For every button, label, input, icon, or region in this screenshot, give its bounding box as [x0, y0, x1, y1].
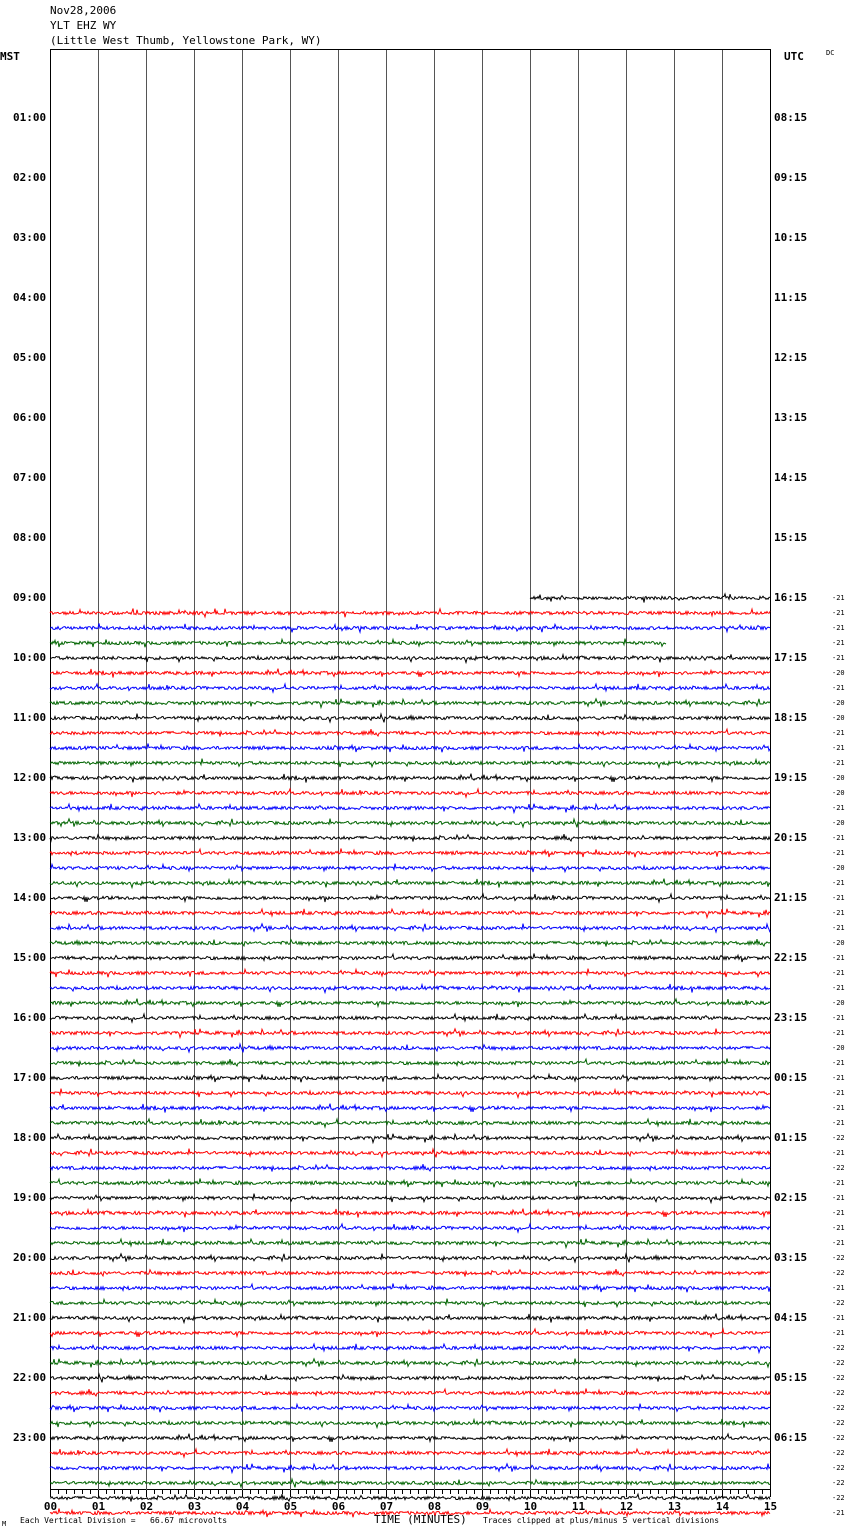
seismic-trace: [50, 1314, 770, 1323]
seismic-trace: [50, 1089, 770, 1098]
seismic-trace: [50, 1479, 770, 1487]
seismic-trace: [50, 849, 770, 858]
trace-value-label: -21: [832, 1119, 845, 1127]
trace-group: [50, 594, 770, 1517]
seismic-trace: [50, 1494, 770, 1501]
seismic-trace: [50, 1164, 770, 1171]
x-axis: [44, 1490, 777, 1513]
trace-value-label: -20: [832, 864, 845, 872]
hour-label-utc: 05:15: [774, 1371, 808, 1384]
clip-text: Traces clipped at plus/minus 5 vertical divisions: [483, 1516, 720, 1525]
hour-label-utc: 18:15: [774, 711, 808, 724]
seismic-trace: [50, 1029, 770, 1038]
x-axis-label: TIME (MINUTES): [374, 1513, 467, 1526]
seismic-trace: [50, 1119, 770, 1127]
seismic-trace: [50, 894, 770, 902]
seismic-trace: [50, 909, 770, 918]
hour-label-mst: 03:00: [13, 231, 47, 244]
trace-value-label: -21: [832, 1149, 845, 1157]
seismic-trace: [530, 594, 770, 603]
trace-value-label: -21: [832, 1074, 845, 1082]
seismic-trace: [50, 639, 666, 648]
trace-value-label: -21: [832, 1014, 845, 1022]
trace-value-label: -21: [832, 804, 845, 812]
trace-value-label: -21: [832, 1059, 845, 1067]
seismic-trace: [50, 729, 770, 736]
trace-value-label: -21: [832, 924, 845, 932]
hour-label-utc: 23:15: [774, 1011, 808, 1024]
x-tick-label-09: 09: [475, 1500, 490, 1513]
trace-value-label: -21: [832, 849, 845, 857]
trace-value-label: -22: [832, 1269, 845, 1277]
trace-value-label: -21: [832, 1224, 845, 1232]
trace-value-label: -22: [832, 1464, 845, 1472]
x-tick-label-12: 12: [619, 1500, 634, 1513]
hour-label-utc: 17:15: [774, 651, 808, 664]
right-timezone-label: UTC: [784, 50, 804, 63]
seismic-trace: [50, 1209, 770, 1218]
x-tick-label-07: 07: [379, 1500, 394, 1513]
x-tick-label-13: 13: [667, 1500, 682, 1513]
minute-gridlines: [99, 50, 723, 1490]
trace-value-label: -22: [832, 1359, 845, 1367]
trace-value-label: -21: [832, 744, 845, 752]
seismic-trace: [50, 1194, 770, 1203]
trace-value-label: -21: [832, 1284, 845, 1292]
x-tick-label-15: 15: [763, 1500, 778, 1513]
seismic-trace: [50, 939, 770, 946]
hour-label-mst: 08:00: [13, 531, 47, 544]
trace-value-label: -20: [832, 939, 845, 947]
trace-value-label: -21: [832, 894, 845, 902]
seismic-trace: [50, 1449, 770, 1457]
trace-value-label: -22: [832, 1419, 845, 1427]
trace-value-label: -21: [832, 594, 845, 602]
trace-value-label: -21: [832, 624, 845, 632]
trace-value-label: -21: [832, 729, 845, 737]
trace-value-label: -21: [832, 639, 845, 647]
seismic-trace: [50, 684, 770, 692]
trace-value-label: -22: [832, 1494, 845, 1502]
hour-label-utc: 02:15: [774, 1191, 808, 1204]
trace-value-label: -20: [832, 669, 845, 677]
seismic-trace: [50, 954, 770, 963]
hour-label-mst: 05:00: [13, 351, 47, 364]
seismic-trace: [50, 1299, 770, 1307]
hour-label-utc: 06:15: [774, 1431, 808, 1444]
trace-value-label: -22: [832, 1254, 845, 1262]
seismic-trace: [50, 804, 770, 813]
seismic-trace: [50, 759, 770, 768]
trace-value-label: -21: [832, 984, 845, 992]
trace-value-label: -22: [832, 1134, 845, 1142]
trace-value-label: -21: [832, 609, 845, 617]
seismic-trace: [50, 1389, 770, 1397]
x-tick-label-01: 01: [91, 1500, 106, 1513]
seismic-trace: [50, 1419, 770, 1428]
seismic-trace: [50, 1104, 770, 1113]
trace-value-label: -21: [832, 1329, 845, 1337]
dc-label: DC: [826, 49, 835, 57]
hour-label-utc: 01:15: [774, 1131, 808, 1144]
hour-label-utc: 11:15: [774, 291, 808, 304]
hour-label-mst: 23:00: [13, 1431, 47, 1444]
seismic-trace: [50, 1329, 770, 1337]
seismic-trace: [50, 819, 770, 828]
seismic-trace: [50, 1014, 770, 1022]
trace-value-label: -20: [832, 789, 845, 797]
footer-mark: M: [2, 1520, 7, 1528]
x-tick-label-11: 11: [571, 1500, 586, 1513]
trace-value-label: -21: [832, 879, 845, 887]
x-tick-label-03: 03: [187, 1500, 202, 1513]
hour-label-utc: 21:15: [774, 891, 808, 904]
seismic-trace: [50, 744, 770, 753]
trace-value-label: -21: [832, 834, 845, 842]
trace-value-label: -21: [832, 684, 845, 692]
trace-value-label: -21: [832, 1104, 845, 1112]
seismic-trace: [50, 1179, 770, 1188]
seismic-trace: [50, 609, 770, 618]
trace-value-label: -21: [832, 1029, 845, 1037]
hour-label-mst: 13:00: [13, 831, 47, 844]
seismic-trace: [50, 1224, 770, 1232]
trace-value-label: -21: [832, 759, 845, 767]
seismic-trace: [50, 1344, 770, 1353]
hour-label-utc: 00:15: [774, 1071, 808, 1084]
seismic-trace: [50, 969, 770, 978]
trace-value-label: -22: [832, 1374, 845, 1382]
seismic-trace: [50, 1434, 770, 1442]
hour-label-mst: 06:00: [13, 411, 47, 424]
x-tick-label-10: 10: [523, 1500, 538, 1513]
trace-value-label: -21: [832, 1194, 845, 1202]
seismic-trace: [50, 699, 770, 708]
seismic-trace: [50, 864, 770, 872]
seismic-trace: [50, 1269, 770, 1276]
hour-label-mst: 07:00: [13, 471, 47, 484]
x-tick-label-04: 04: [235, 1500, 250, 1513]
seismic-trace: [50, 999, 770, 1007]
hour-label-mst: 09:00: [13, 591, 47, 604]
hour-label-mst: 21:00: [13, 1311, 47, 1324]
trace-value-label: -22: [832, 1164, 845, 1172]
x-tick-label-06: 06: [331, 1500, 346, 1513]
hour-label-utc: 08:15: [774, 111, 808, 124]
seismic-trace: [50, 1044, 770, 1052]
trace-value-label: -21: [832, 1239, 845, 1247]
x-tick-label-08: 08: [427, 1500, 442, 1513]
hour-label-mst: 20:00: [13, 1251, 47, 1264]
x-tick-label-02: 02: [139, 1500, 154, 1513]
trace-value-label: -21: [832, 1209, 845, 1217]
hour-label-mst: 22:00: [13, 1371, 47, 1384]
hour-label-mst: 12:00: [13, 771, 47, 784]
hour-label-mst: 15:00: [13, 951, 47, 964]
trace-value-label: -20: [832, 999, 845, 1007]
seismic-trace: [50, 1374, 770, 1382]
scale-text: Each Vertical Division = 66.67 microvolts: [20, 1516, 228, 1525]
trace-value-label: -22: [832, 1434, 845, 1442]
hour-label-mst: 10:00: [13, 651, 47, 664]
hour-label-mst: 04:00: [13, 291, 47, 304]
trace-value-label: -22: [832, 1389, 845, 1397]
trace-value-label: -22: [832, 1479, 845, 1487]
seismic-trace: [50, 1284, 770, 1293]
hour-label-utc: 20:15: [774, 831, 808, 844]
seismic-trace: [50, 669, 770, 678]
trace-value-label: -21: [832, 909, 845, 917]
trace-value-label: -20: [832, 699, 845, 707]
hour-label-utc: 09:15: [774, 171, 808, 184]
seismic-trace: [50, 1074, 770, 1082]
trace-value-label: -21: [832, 1179, 845, 1187]
hour-label-mst: 16:00: [13, 1011, 47, 1024]
header-location: (Little West Thumb, Yellowstone Park, WY): [50, 34, 322, 47]
hour-label-mst: 14:00: [13, 891, 47, 904]
trace-value-label: -20: [832, 1044, 845, 1052]
trace-value-label: -21: [832, 1314, 845, 1322]
seismic-trace: [50, 879, 770, 888]
hour-label-utc: 12:15: [774, 351, 808, 364]
hour-label-mst: 02:00: [13, 171, 47, 184]
x-tick-label-14: 14: [715, 1500, 730, 1513]
hour-label-utc: 03:15: [774, 1251, 808, 1264]
seismic-trace: [50, 1059, 770, 1067]
trace-value-label: -22: [832, 1299, 845, 1307]
x-tick-label-00: 00: [43, 1500, 58, 1513]
hour-label-utc: 16:15: [774, 591, 808, 604]
hour-label-utc: 15:15: [774, 531, 808, 544]
trace-value-label: -21: [832, 954, 845, 962]
trace-value-label: -20: [832, 819, 845, 827]
seismic-trace: [50, 623, 770, 632]
seismic-trace: [50, 1134, 770, 1143]
header-station: YLT EHZ WY: [50, 19, 117, 32]
header-date: Nov28,2006: [50, 4, 117, 17]
hour-label-mst: 17:00: [13, 1071, 47, 1084]
seismic-trace: [50, 984, 770, 993]
hour-label-utc: 13:15: [774, 411, 808, 424]
seismic-trace: [50, 714, 770, 723]
hour-label-mst: 11:00: [13, 711, 47, 724]
seismic-trace: [50, 654, 770, 662]
hour-label-mst: 18:00: [13, 1131, 47, 1144]
hour-label-mst: 01:00: [13, 111, 47, 124]
left-timezone-label: MST: [0, 50, 20, 63]
trace-value-label: -20: [832, 774, 845, 782]
seismic-trace: [50, 924, 770, 933]
trace-value-label: -21: [832, 969, 845, 977]
trace-value-label: -21: [832, 654, 845, 662]
hour-label-utc: 10:15: [774, 231, 808, 244]
seismic-trace: [50, 774, 770, 783]
seismic-trace: [50, 1239, 770, 1248]
trace-value-label: -22: [832, 1404, 845, 1412]
x-tick-label-05: 05: [283, 1500, 298, 1513]
trace-value-label: -21: [832, 1509, 845, 1517]
trace-value-label: -21: [832, 1089, 845, 1097]
seismic-trace: [50, 789, 770, 797]
hour-label-utc: 19:15: [774, 771, 808, 784]
trace-value-label: -20: [832, 714, 845, 722]
hour-label-utc: 14:15: [774, 471, 808, 484]
seismic-trace: [50, 1254, 770, 1263]
hour-label-utc: 22:15: [774, 951, 808, 964]
seismic-trace: [50, 834, 770, 841]
seismic-trace: [50, 1359, 770, 1368]
trace-value-label: -22: [832, 1344, 845, 1352]
seismic-trace: [50, 1464, 770, 1473]
seismic-trace: [50, 1404, 770, 1413]
trace-value-label: -22: [832, 1449, 845, 1457]
hour-label-mst: 19:00: [13, 1191, 47, 1204]
hour-label-utc: 04:15: [774, 1311, 808, 1324]
seismic-trace: [50, 1149, 770, 1158]
